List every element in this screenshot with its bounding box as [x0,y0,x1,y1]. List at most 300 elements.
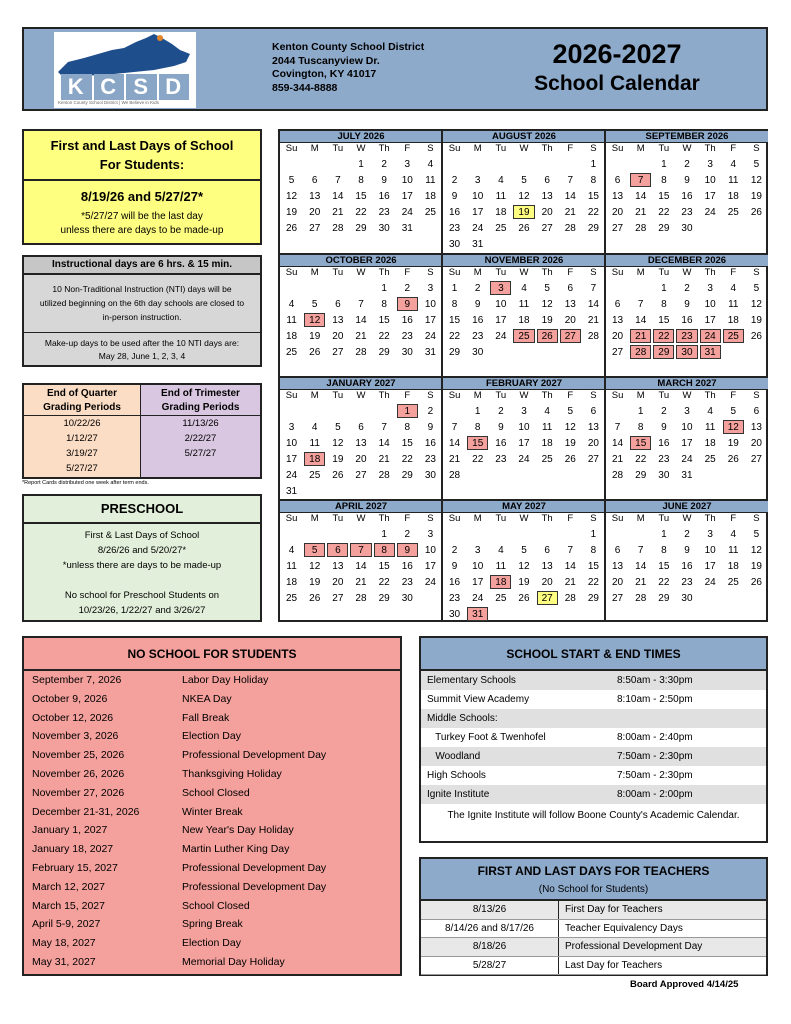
weekday-label: S [590,390,597,401]
grid-divider [280,253,766,255]
day-no-school: 21 [630,329,651,343]
day-blank [281,157,302,171]
weekday-label: M [473,267,482,278]
address-line: 2044 Tuscanyview Dr. [272,54,380,67]
weekday-label: S [753,267,760,278]
day-cell: 29 [378,593,390,604]
table-row [24,878,400,897]
nti-text [24,275,260,332]
day-cell: 17 [286,454,298,465]
day-cell: 26 [518,223,530,234]
day-cell: 8 [637,422,644,433]
page-title [512,37,722,97]
day-cell: 16 [495,438,507,449]
weekday-label: Su [611,143,624,154]
monthly-calendar-grid [278,129,768,622]
day-cell: 3 [427,283,434,294]
weekday-label: Th [541,513,553,524]
day-first-last: 19 [513,205,534,219]
weekday-label: W [682,513,692,524]
day-blank [350,281,371,295]
day-cell: 15 [401,438,413,449]
row-event: Spring Break [182,918,243,931]
logo-letter: S [126,74,157,100]
ignite-footnote: The Ignite Institute will follow Boone County's Academic Calendar. [447,810,740,821]
day-blank [304,281,325,295]
day-cell: 10 [704,175,716,186]
weekday-label: Tu [658,513,670,524]
row-event: Professional Development Day [182,861,327,874]
day-cell: 3 [521,406,527,417]
day-cell: 19 [309,577,321,588]
day-blank [537,157,558,171]
weekday-label: S [753,390,760,401]
kcsd-logo [54,32,196,108]
day-cell: 24 [704,577,716,588]
table-row [421,728,766,747]
day-cell: 31 [681,470,693,481]
day-cell: 15 [587,561,599,572]
day-cell: 2 [498,406,504,417]
day-cell: 8 [661,299,667,310]
day-cell: 6 [358,422,364,433]
weekday-label: S [427,390,434,401]
day-cell: 26 [309,593,321,604]
month-days [280,402,442,499]
weekday-header [443,513,605,525]
day-blank [513,527,534,541]
weekday-label: M [310,513,319,524]
day-cell: 9 [684,545,690,556]
day-cell: 23 [658,454,670,465]
day-cell: 25 [286,347,298,358]
row-date: October 12, 2026 [32,711,114,724]
month-block [443,131,605,253]
day-cell: 5 [544,283,550,294]
day-cell: 12 [541,299,553,310]
day-cell: 8 [358,175,364,186]
day-cell: 13 [564,299,576,310]
weekday-label: W [356,390,366,401]
weekday-label: Th [378,513,390,524]
weekday-label: S [427,143,434,154]
day-cell: 15 [378,561,390,572]
school-time: 8:10am - 2:50pm [617,694,693,705]
day-cell: 4 [707,406,713,417]
day-blank [281,281,302,295]
board-approved-note: Board Approved 4/14/25 [630,979,739,990]
day-blank [537,527,558,541]
month-name: NOVEMBER 2026 [443,255,605,267]
day-cell: 15 [658,561,670,572]
school-name: Summit View Academy [427,694,530,705]
row-date: November 3, 2026 [32,730,119,743]
weekday-label: Su [448,143,461,154]
first-last-days-box [22,129,262,245]
day-cell: 14 [635,315,647,326]
day-cell: 11 [495,561,507,572]
weekday-label: Tu [658,390,670,401]
day-cell: 23 [472,331,484,342]
school-times-heading: SCHOOL START & END TIMES [421,638,766,671]
day-cell: 31 [286,486,298,497]
day-cell: 4 [311,422,318,433]
nti-line: in-person instruction. [102,312,182,322]
day-cell: 7 [614,422,621,433]
trimester-date: 11/13/26 [182,418,219,429]
month-days [443,402,605,483]
day-cell: 12 [750,545,762,556]
day-cell: 27 [612,347,624,358]
school-times-table [419,636,768,843]
weekday-label: F [567,143,574,154]
weekday-header [606,390,768,402]
row-date: January 1, 2027 [32,824,108,837]
table-row [421,766,766,785]
weekday-label: Su [611,267,624,278]
weekday-label: W [519,513,529,524]
day-cell: 2 [381,159,387,170]
day-cell: 20 [587,438,599,449]
day-cell: 14 [635,561,647,572]
day-cell: 3 [474,175,481,186]
month-name: JULY 2026 [280,131,442,143]
day-cell: 9 [474,299,481,310]
day-no-school: 31 [467,607,488,621]
weekday-label: F [730,390,737,401]
day-cell: 24 [286,470,298,481]
school-name: Woodland [427,751,481,762]
day-cell: 6 [614,299,621,310]
day-no-school: 26 [537,329,558,343]
weekday-label: W [519,390,529,401]
day-cell: 16 [681,191,693,202]
row-date: March 12, 2027 [32,880,105,893]
quarter-date: 1/12/27 [66,433,98,444]
weekday-label: M [636,390,645,401]
makeup-line: May 28, June 1, 2, 3, 4 [98,351,186,361]
day-blank [630,527,651,541]
address-line: Covington, KY 41017 [272,68,377,80]
day-cell: 17 [704,191,716,202]
weekday-label: Th [541,267,553,278]
day-blank [444,157,465,171]
row-date: November 26, 2026 [32,767,125,780]
day-cell: 23 [424,454,436,465]
weekday-label: F [730,143,737,154]
day-no-school: 27 [560,329,581,343]
day-cell: 3 [474,545,481,556]
day-cell: 8 [661,175,667,186]
day-cell: 4 [730,529,737,540]
row-date: 5/28/27 [421,957,559,975]
weekday-label: Tu [658,143,670,154]
day-cell: 18 [286,577,298,588]
day-cell: 2 [684,529,690,540]
weekday-label: F [404,513,411,524]
day-cell: 21 [355,577,367,588]
day-no-school: 3 [490,281,511,295]
day-cell: 29 [401,470,413,481]
day-cell: 25 [495,593,507,604]
month-days [606,155,768,236]
day-cell: 18 [704,438,716,449]
day-cell: 1 [590,159,597,170]
day-cell: 15 [355,191,367,202]
day-no-school: 7 [630,173,651,187]
weekday-header [280,267,442,279]
day-blank [444,527,465,541]
day-cell: 18 [727,191,739,202]
school-times-rows [421,671,766,804]
weekday-label: Th [378,390,390,401]
day-blank [607,404,628,418]
weekday-label: Tu [495,143,507,154]
day-cell: 21 [587,315,599,326]
day-cell: 1 [590,529,597,540]
day-cell: 25 [704,454,716,465]
table-row [24,671,400,690]
day-cell: 30 [401,347,413,358]
month-block [606,378,768,500]
day-cell: 10 [704,299,716,310]
makeup-line: Make-up days to be used after the 10 NTI days are: [44,338,240,348]
weekday-label: Tu [495,267,507,278]
preschool-line: *unless there are days to be made-up [62,560,222,571]
day-cell: 28 [355,593,367,604]
row-date: 8/18/26 [421,938,559,956]
day-cell: 23 [401,577,413,588]
weekday-label: Tu [332,390,344,401]
day-cell: 29 [635,470,647,481]
day-cell: 11 [541,422,553,433]
weekday-label: M [310,390,319,401]
day-cell: 6 [544,175,550,186]
day-cell: 22 [587,207,599,218]
day-no-school: 24 [700,329,721,343]
day-cell: 10 [518,422,530,433]
day-blank [607,157,628,171]
day-cell: 20 [332,577,344,588]
day-cell: 11 [425,175,436,186]
quarter-date: 3/19/27 [66,448,98,459]
day-cell: 9 [684,175,690,186]
day-blank [327,404,348,418]
instructional-heading: Instructional days are 6 hrs. & 15 min. [24,257,260,275]
day-no-school: 18 [304,452,325,466]
month-block [280,255,442,377]
table-row [24,821,400,840]
day-cell: 4 [498,175,504,186]
day-cell: 20 [355,454,367,465]
day-cell: 14 [449,438,461,449]
weekday-label: Su [285,513,298,524]
month-days [280,155,442,236]
row-event: Professional Development Day [565,941,703,952]
makeup-text [24,332,260,365]
preschool-text [24,524,260,618]
day-cell: 20 [750,438,762,449]
weekday-header [606,267,768,279]
day-no-school: 9 [397,297,418,311]
day-cell: 18 [495,207,507,218]
heading-line: Grading Periods [43,402,121,413]
month-name: JUNE 2027 [606,501,768,513]
no-school-table [22,636,402,976]
heading-line: End of Quarter [46,388,117,399]
teacher-days-table [419,857,768,976]
day-cell: 10 [472,191,484,202]
day-blank [327,281,348,295]
day-cell: 24 [401,207,413,218]
day-cell: 13 [541,191,553,202]
preschool-line: First & Last Days of School [84,530,200,541]
day-cell: 18 [286,331,298,342]
day-cell: 5 [753,159,760,170]
day-blank [281,527,302,541]
month-block [280,501,442,623]
day-cell: 11 [309,438,320,449]
weekday-label: F [567,390,574,401]
day-cell: 13 [332,315,344,326]
day-cell: 3 [707,159,713,170]
day-cell: 7 [637,299,644,310]
day-cell: 6 [335,299,341,310]
day-cell: 12 [332,438,344,449]
day-cell: 10 [424,545,436,556]
day-cell: 8 [474,422,481,433]
day-cell: 5 [521,175,527,186]
day-cell: 2 [427,406,434,417]
day-cell: 5 [335,422,341,433]
kentucky-state-icon [54,32,196,78]
quarter-heading [24,385,140,416]
day-cell: 21 [612,454,624,465]
day-cell: 10 [472,561,484,572]
day-cell: 24 [424,577,436,588]
day-cell: 6 [544,545,550,556]
day-cell: 15 [449,315,461,326]
day-cell: 5 [753,529,760,540]
day-cell: 28 [355,347,367,358]
day-cell: 22 [449,331,461,342]
day-cell: 31 [472,239,484,250]
quarter-date: 5/27/27 [66,463,98,474]
day-cell: 26 [286,223,298,234]
month-block [280,131,442,253]
weekday-label: Th [704,267,716,278]
day-cell: 24 [495,331,507,342]
day-cell: 6 [614,545,621,556]
weekday-header [280,390,442,402]
table-row [421,671,766,690]
day-cell: 8 [661,545,667,556]
day-no-school: 25 [513,329,534,343]
row-date: February 15, 2027 [32,861,118,874]
day-cell: 18 [727,561,739,572]
day-blank [513,157,534,171]
school-time: 7:50am - 2:30pm [617,770,693,781]
day-cell: 3 [427,529,434,540]
teacher-days-title: FIRST AND LAST DAYS FOR TEACHERS [477,864,710,878]
day-no-school: 22 [653,329,674,343]
day-no-school: 1 [397,404,418,418]
day-no-school: 15 [467,436,488,450]
day-cell: 19 [309,331,321,342]
preschool-box [22,494,262,622]
row-event: Winter Break [182,805,243,818]
day-cell: 17 [704,315,716,326]
table-row [421,901,766,920]
preschool-line: 10/23/26, 1/22/27 and 3/26/27 [78,605,206,616]
day-cell: 18 [727,315,739,326]
table-row [24,953,400,972]
row-date: September 7, 2026 [32,674,122,686]
day-cell: 1 [451,283,458,294]
first-last-heading [24,131,260,181]
day-cell: 17 [472,207,484,218]
month-days [606,279,768,360]
month-block [443,501,605,623]
day-blank [304,157,325,171]
day-cell: 11 [704,422,716,433]
day-cell: 8 [590,545,597,556]
day-no-school: 6 [327,543,348,557]
day-cell: 28 [378,470,390,481]
day-cell: 4 [730,159,737,170]
weekday-label: W [682,390,692,401]
table-row [421,785,766,804]
day-cell: 13 [612,561,624,572]
weekday-label: Th [378,267,390,278]
day-cell: 9 [498,422,504,433]
day-cell: 15 [378,315,390,326]
month-days [280,525,442,606]
table-row [421,938,766,957]
day-blank [490,527,511,541]
day-cell: 26 [750,331,762,342]
trimester-column [141,385,260,477]
day-cell: 14 [587,299,599,310]
weekday-label: F [567,267,574,278]
row-date: April 5-9, 2027 [32,918,101,931]
day-cell: 24 [424,331,436,342]
day-cell: 17 [401,191,413,202]
weekday-label: Th [704,390,716,401]
row-event: Labor Day Holiday [182,674,269,686]
no-school-heading: NO SCHOOL FOR STUDENTS [24,638,400,671]
month-block [443,255,605,377]
school-time: 7:50am - 2:30pm [617,751,693,762]
day-cell: 22 [587,577,599,588]
day-cell: 2 [684,159,690,170]
day-blank [467,527,488,541]
day-cell: 23 [401,331,413,342]
weekday-label: S [427,513,434,524]
first-last-note [24,210,260,238]
day-cell: 4 [288,545,295,556]
month-name: JANUARY 2027 [280,378,442,390]
day-cell: 7 [590,283,597,294]
heading-line: For Students: [99,157,185,172]
day-cell: 9 [451,561,458,572]
weekday-label: W [356,513,366,524]
month-name: SEPTEMBER 2026 [606,131,768,143]
grid-divider [280,376,766,378]
grid-divider [280,499,766,501]
grading-periods-box [22,383,262,479]
weekday-header [280,143,442,155]
